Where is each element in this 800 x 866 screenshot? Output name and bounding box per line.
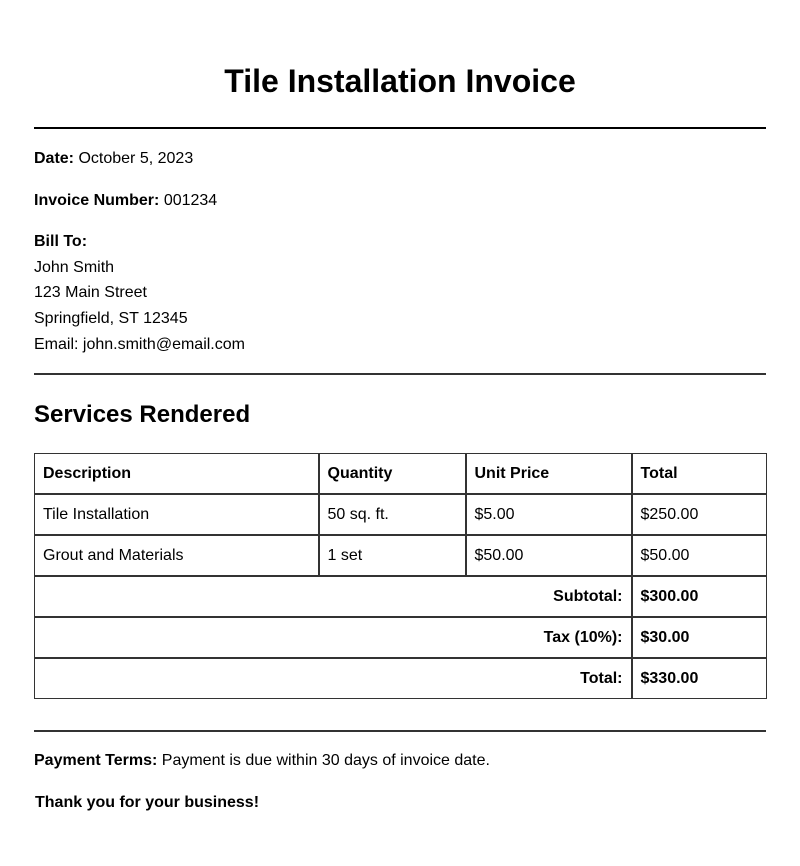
invoice-number-line [34, 191, 217, 211]
thank-you-text: Thank you for your business! [35, 794, 260, 811]
table-row [35, 494, 767, 535]
tax-row [35, 617, 767, 658]
services-table [34, 453, 767, 699]
payment-terms-label: Payment Terms: [34, 752, 158, 769]
tax-label: Tax (10%): [35, 617, 632, 658]
cell-description: Tile Installation [35, 494, 319, 535]
column-header-quantity: Quantity [319, 454, 466, 495]
bill-to-email: Email: john.smith@email.com [34, 336, 245, 353]
services-heading: Services Rendered [34, 401, 251, 428]
total-label: Total: [35, 658, 632, 699]
subtotal-label: Subtotal: [35, 576, 632, 617]
bill-to-city: Springfield, ST 12345 [34, 310, 188, 327]
payment-terms-text: Payment is due within 30 days of invoice date. [161, 752, 490, 769]
cell-total: $250.00 [632, 494, 767, 535]
cell-unit-price: $50.00 [466, 535, 632, 576]
bill-to-name: John Smith [34, 259, 115, 276]
total-row [35, 658, 767, 699]
tax-value: $30.00 [632, 617, 767, 658]
column-header-unit-price: Unit Price [466, 454, 632, 495]
subtotal-value: $300.00 [632, 576, 767, 617]
invoice-number-value: 001234 [163, 192, 218, 209]
subtotal-row [35, 576, 767, 617]
payment-terms-line [34, 751, 490, 771]
date-line [34, 149, 193, 169]
cell-description: Grout and Materials [35, 535, 319, 576]
cell-quantity: 1 set [319, 535, 466, 576]
bill-to-label-text: Bill To: [34, 233, 88, 250]
cell-unit-price: $5.00 [466, 494, 632, 535]
date-value: October 5, 2023 [78, 150, 194, 167]
title-divider [34, 127, 766, 129]
cell-quantity: 50 sq. ft. [319, 494, 466, 535]
table-header-row [35, 454, 767, 495]
table-row [35, 535, 767, 576]
invoice-title: Tile Installation Invoice [224, 63, 576, 99]
footer-divider [34, 730, 766, 732]
invoice-number-label: Invoice Number: [34, 192, 160, 209]
column-header-total: Total [632, 454, 767, 495]
date-label: Date: [34, 150, 75, 167]
bill-to-street: 123 Main Street [34, 284, 147, 301]
cell-total: $50.00 [632, 535, 767, 576]
thank-you-message [35, 793, 259, 813]
total-value: $330.00 [632, 658, 767, 699]
bill-to-label [34, 232, 87, 252]
section-divider [34, 373, 766, 375]
column-header-description: Description [35, 454, 319, 495]
